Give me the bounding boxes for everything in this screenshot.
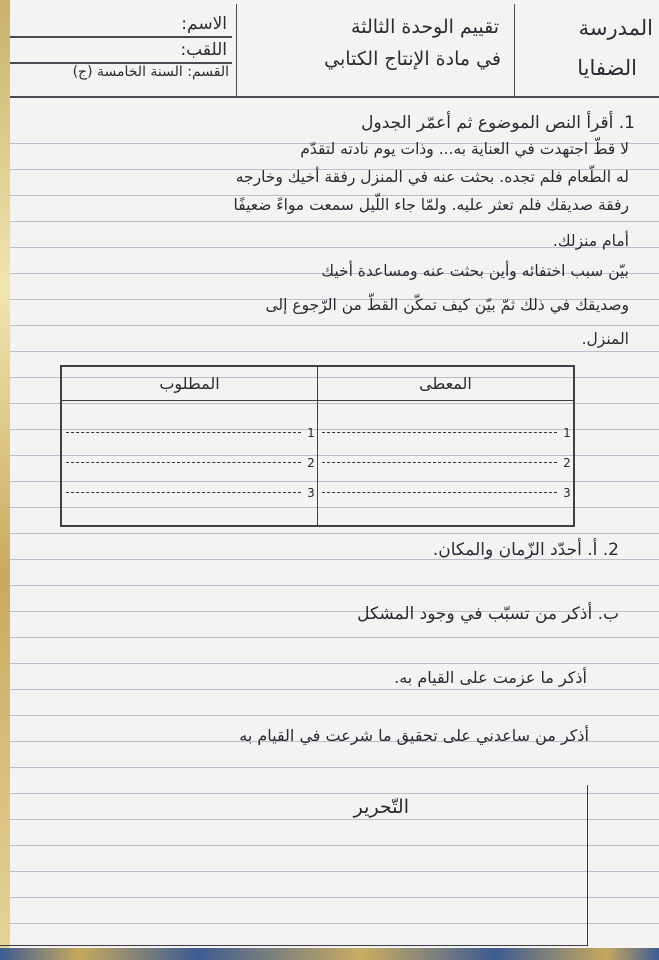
given-required-table xyxy=(60,365,575,527)
writing-title: التّحرير xyxy=(353,796,409,818)
surname-label: اللقب: xyxy=(180,40,227,60)
header-divider-1 xyxy=(4,36,232,38)
question-2d: أذكر من ساعدني على تحقيق ما شرعت في القيام به xyxy=(239,726,589,745)
required-header-cell xyxy=(61,366,318,400)
given-row-number: 1 xyxy=(563,425,571,440)
given-row-number: 3 xyxy=(563,485,571,500)
question-1-instruction: 1. أقرأ النص الموضوع ثم أعمّر الجدول xyxy=(361,113,635,133)
given-header-cell xyxy=(318,366,575,400)
required-answers-cell xyxy=(61,400,318,526)
required-header: المطلوب xyxy=(159,373,220,393)
question-2b: ب. أذكر من تسبّب في وجود المشكل xyxy=(357,604,619,624)
writing-area[interactable] xyxy=(0,785,588,946)
class-label: القسم: السنة الخامسة (ج) xyxy=(72,64,229,80)
passage-line-3: رفقة صديقك فلم تعثر عليه. ولمّا جاء اللّيل سمعت مواءً ضعيفًا xyxy=(233,196,629,214)
given-answers-cell xyxy=(318,400,575,526)
school-name: الضفايا xyxy=(577,56,637,80)
question-2a: 2. أ. أحدّد الزّمان والمكان. xyxy=(432,540,619,560)
photo-edge-fabric xyxy=(0,948,659,960)
school-label: المدرسة xyxy=(578,16,653,40)
given-row-number: 2 xyxy=(563,455,571,470)
given-row-3[interactable] xyxy=(318,478,573,508)
required-row-number: 1 xyxy=(307,425,315,440)
passage-line-5: بيّن سبب اختفائه وأين بحثت عنه ومساعدة أخيك xyxy=(321,262,629,280)
required-row-3[interactable] xyxy=(62,478,317,508)
header-bottom-line xyxy=(0,96,659,98)
subject-title: في مادة الإنتاج الكتابي xyxy=(324,48,501,70)
header-divider-2 xyxy=(4,62,232,64)
passage-line-2: له الطّعام فلم تجده. بحثت عنه في المنزل رفقة أخيك وخارجه xyxy=(235,168,629,186)
required-row-number: 3 xyxy=(307,485,315,500)
given-header: المعطى xyxy=(419,373,472,393)
passage-line-4: أمام منزلك. xyxy=(552,232,629,250)
passage-line-6: وصديقك في ذلك ثمّ بيّن كيف تمكّن القطّ من الرّجوع إلى xyxy=(265,296,629,314)
passage-line-7: المنزل. xyxy=(581,330,629,348)
passage-line-1: لا قطّ اجتهدت في العناية به... وذات يوم نادته لتقدّم xyxy=(300,140,629,158)
required-row-2[interactable] xyxy=(62,448,317,478)
required-row-number: 2 xyxy=(307,455,315,470)
evaluation-title: تقييم الوحدة الثالثة xyxy=(351,16,499,38)
required-row-1[interactable] xyxy=(62,418,317,448)
header-area xyxy=(0,0,659,112)
given-row-1[interactable] xyxy=(318,418,573,448)
given-row-2[interactable] xyxy=(318,448,573,478)
question-2c: أذكر ما عزمت على القيام به. xyxy=(394,668,587,687)
name-label: الاسم: xyxy=(181,14,227,34)
